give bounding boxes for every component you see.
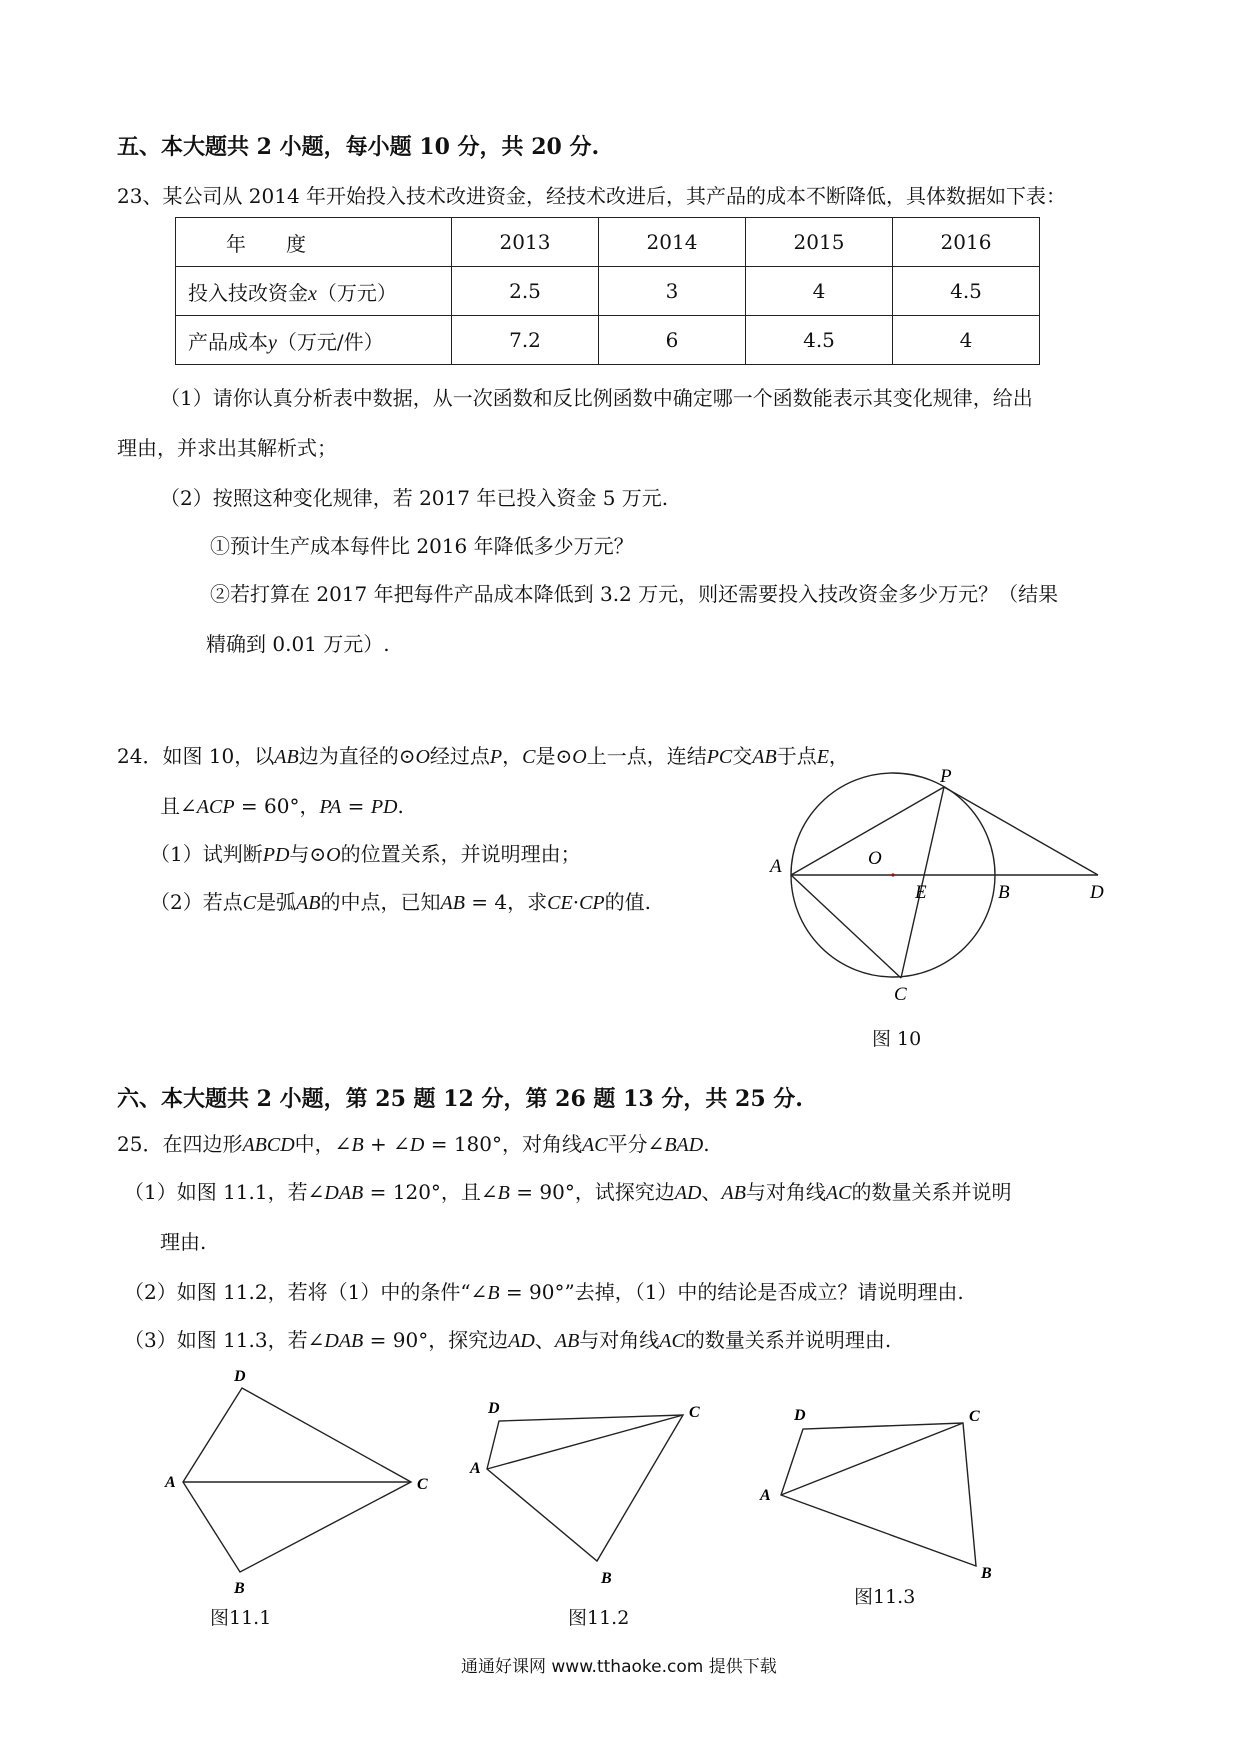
figure-10-caption: 图 10 (872, 1028, 922, 1050)
diagonal-ac-2 (487, 1415, 683, 1469)
table-row (176, 218, 1040, 267)
q23-data-table (175, 217, 1040, 365)
label-b: B (998, 882, 1010, 903)
q23-part2: （2）按照这种变化规律，若 2017 年已投入资金 5 万元. (160, 486, 669, 510)
label-d: D (794, 1407, 806, 1424)
q24-line2: 且∠ACP = 60°，PA = PD. (160, 794, 404, 818)
label-a: A (165, 1474, 176, 1491)
figure-11-1 (164, 1368, 428, 1597)
footer-download-note: 通通好课网 www.tthaoke.com 提供下载 (461, 1657, 777, 1677)
q24-part2: （2）若点C是弧AB的中点，已知AB = 4，求CE·CP的值. (150, 890, 651, 914)
figure-11-3 (759, 1407, 992, 1582)
label-b: B (981, 1565, 992, 1582)
label-o: O (868, 848, 882, 869)
table-cell: 4 (746, 267, 893, 316)
label-a: A (770, 856, 782, 877)
figure-11-2-caption: 图11.2 (568, 1607, 630, 1629)
q25-part1-line2: 理由. (160, 1230, 207, 1254)
q23-part2-b-line1: ②若打算在 2017 年把每件产品成本降低到 3.2 万元，则还需要投入技改资金多少万元？（结果 (210, 582, 1059, 606)
center-dot (891, 873, 894, 876)
table-header-year: 年 度 (176, 218, 452, 267)
figure-11-3-caption: 图11.3 (854, 1586, 916, 1608)
diagonal-ac-3 (781, 1423, 963, 1495)
segment-ac (791, 875, 901, 978)
table-cell: 7.2 (452, 316, 599, 365)
q25-part1-line1: （1）如图 11.1，若∠DAB = 120°，且∠B = 90°，试探究边AD、AB与对角线AC的数量关系并说明 (124, 1180, 1012, 1204)
q24-part1: （1）试判断PD与⊙O的位置关系，并说明理由； (150, 842, 581, 866)
table-cell: 4.5 (893, 267, 1040, 316)
q23-part1-line2: 理由，并求出其解析式； (117, 436, 337, 460)
table-row (176, 316, 1040, 365)
label-c: C (894, 984, 907, 1005)
table-cell: 4.5 (746, 316, 893, 365)
label-b: B (234, 1580, 245, 1597)
q25-part3: （3）如图 11.3，若∠DAB = 90°，探究边AD、AB与对角线AC的数量关系并说明理由. (124, 1328, 892, 1352)
section-6-title: 六、本大题共 2 小题，第 25 题 12 分，第 26 题 13 分，共 25 分. (117, 1086, 803, 1112)
quad-abcd-1 (183, 1388, 411, 1572)
q25-stem: 25．在四边形ABCD中，∠B + ∠D = 180°，对角线AC平分∠BAD. (117, 1132, 710, 1156)
table-header-cell: 2013 (452, 218, 599, 267)
label-a: A (470, 1460, 481, 1477)
quad-abcd-3 (781, 1423, 976, 1566)
segment-pd (944, 787, 1098, 875)
table-header-cell: 2016 (893, 218, 1040, 267)
label-b: B (601, 1570, 612, 1587)
figure-11-2 (469, 1400, 700, 1587)
table-cell: 6 (599, 316, 746, 365)
q23-stem: 23、某公司从 2014 年开始投入技术改进资金，经技术改进后，其产品的成本不断降低，具体数据如下表： (117, 184, 1067, 208)
q25-part2: （2）如图 11.2，若将（1）中的条件“∠B = 90°”去掉，（1）中的结论是否成立？请说明理由. (124, 1280, 964, 1304)
row-x-label: 投入技改资金x（万元） (176, 267, 452, 316)
q24-line1: 24．如图 10，以AB边为直径的⊙O经过点P，C是⊙O上一点，连结PC交AB于点E， (117, 744, 849, 768)
table-cell: 2.5 (452, 267, 599, 316)
label-e: E (915, 882, 927, 903)
q23-part1-line1: （1）请你认真分析表中数据，从一次函数和反比例函数中确定哪一个函数能表示其变化规律，给出 (160, 386, 1033, 410)
label-p: P (940, 766, 952, 787)
table-row (176, 267, 1040, 316)
figure-10 (760, 760, 1120, 1070)
table-header-cell: 2014 (599, 218, 746, 267)
table-cell: 4 (893, 316, 1040, 365)
label-c: C (969, 1408, 980, 1425)
figure-11-1-caption: 图11.1 (210, 1607, 272, 1629)
row-y-label: 产品成本y（万元/件） (176, 316, 452, 365)
label-d: D (488, 1400, 500, 1417)
table-cell: 3 (599, 267, 746, 316)
q23-part2-b-line2: 精确到 0.01 万元）. (206, 632, 390, 656)
label-a: A (760, 1487, 771, 1504)
label-c: C (689, 1404, 700, 1421)
quad-abcd-2 (487, 1415, 683, 1561)
label-c: C (417, 1476, 428, 1493)
label-d: D (234, 1368, 246, 1385)
label-d: D (1090, 882, 1104, 903)
q23-part2-a: ①预计生产成本每件比 2016 年降低多少万元？ (210, 534, 634, 558)
table-header-cell: 2015 (746, 218, 893, 267)
section-5-title: 五、本大题共 2 小题，每小题 10 分，共 20 分. (117, 134, 600, 160)
